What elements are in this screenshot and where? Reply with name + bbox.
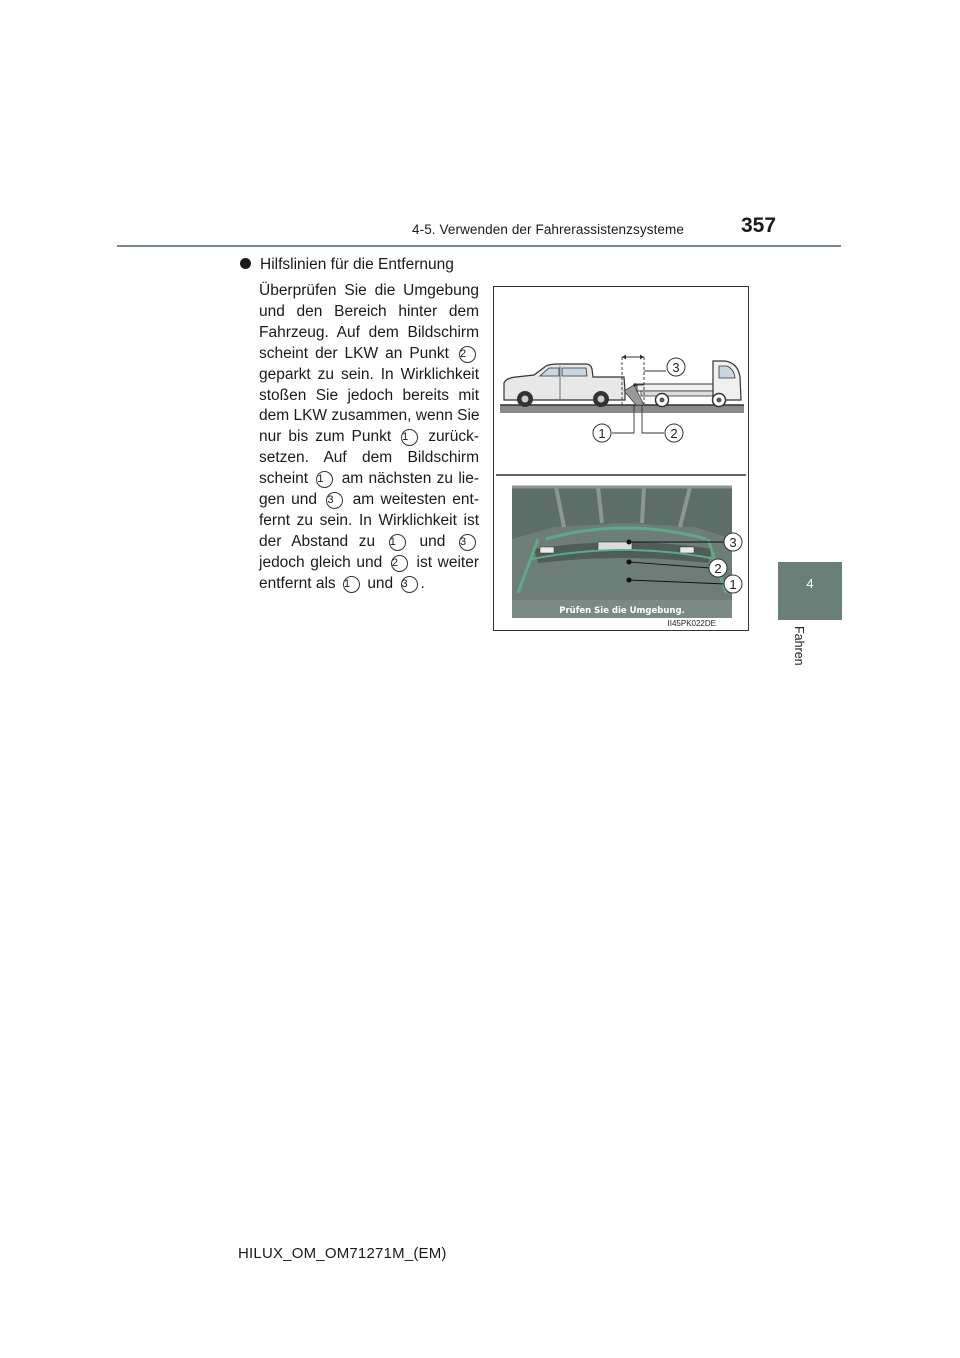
callout-2-label: 2 xyxy=(670,426,678,441)
document-id: HILUX_OM_OM71271M_(EM) xyxy=(238,1245,447,1262)
body-line xyxy=(259,344,479,365)
body-line: fernt zu sein. In Wirklichkeit ist xyxy=(259,511,479,529)
body-line xyxy=(259,469,479,490)
callout-3-label: 3 xyxy=(729,535,737,550)
bullet-dot-icon xyxy=(240,258,251,269)
pickup-truck-icon xyxy=(504,364,625,407)
body-text: gen und xyxy=(259,491,318,509)
callout-2-label: 2 xyxy=(714,561,722,576)
body-text: scheint xyxy=(259,470,309,488)
marker-1-icon: 1 xyxy=(316,471,333,488)
marker-3-icon: 3 xyxy=(326,492,343,509)
body-line: Überprüfen Sie die Umgebung xyxy=(259,282,479,299)
callout-2-icon xyxy=(665,424,683,442)
marker-2-icon: 2 xyxy=(459,346,476,363)
body-line: dem LKW zusammen, wenn Sie xyxy=(259,407,480,425)
chapter-number: 4 xyxy=(806,576,814,591)
body-text: der Abstand zu xyxy=(259,532,376,550)
body-text: ist weiter xyxy=(416,553,479,571)
marker-1-icon: 1 xyxy=(401,429,418,446)
camera-view-screen xyxy=(512,487,732,618)
callout-3-icon xyxy=(667,358,685,376)
body-line: und den Bereich hinter dem xyxy=(259,302,479,320)
section-title: 4-5. Verwenden der Fahrerassistenzsysteme xyxy=(412,222,684,237)
header-divider xyxy=(117,245,841,247)
body-text: entfernt als xyxy=(259,574,336,592)
body-line xyxy=(259,532,479,553)
body-paragraph xyxy=(259,281,479,595)
marker-1-icon: 1 xyxy=(343,576,360,593)
callout-3-icon xyxy=(724,533,742,551)
bullet-heading-text: Hilfslinien für die Entfernung xyxy=(260,256,454,273)
callout-1-label: 1 xyxy=(598,426,606,441)
body-text: scheint der LKW an Punkt xyxy=(259,344,449,362)
body-text: und xyxy=(419,532,446,550)
callout-3-label: 3 xyxy=(672,360,680,375)
body-text: . xyxy=(420,574,425,592)
marker-3-icon: 3 xyxy=(401,576,418,593)
body-line xyxy=(259,490,479,511)
parking-guide-illustration xyxy=(494,287,748,630)
image-code: II45PK022DE xyxy=(667,619,716,628)
callout-2-icon xyxy=(709,559,727,577)
marker-1-icon: 1 xyxy=(389,534,406,551)
body-line: geparkt zu sein. In Wirklichkeit xyxy=(259,365,479,383)
body-text: am nächsten zu lie- xyxy=(341,470,479,488)
camera-message: Prüfen Sie die Umgebung. xyxy=(559,606,685,616)
chapter-tab xyxy=(778,562,842,620)
page-number: 357 xyxy=(741,214,777,237)
body-line: setzen. Auf dem Bildschirm xyxy=(259,449,479,467)
body-line xyxy=(259,427,479,448)
chapter-label-box xyxy=(780,624,840,684)
body-text: jedoch gleich und xyxy=(259,553,383,571)
marker-2-icon: 2 xyxy=(391,555,408,572)
body-line: stoßen Sie jedoch bereits mit xyxy=(259,386,479,404)
body-line xyxy=(259,553,479,574)
callout-1-label: 1 xyxy=(729,577,737,592)
body-text: am weitesten ent- xyxy=(352,491,479,509)
callout-1-icon xyxy=(593,424,611,442)
chapter-label: Fahren xyxy=(792,626,806,666)
side-view-scene xyxy=(500,355,744,443)
body-line: Fahrzeug. Auf dem Bildschirm xyxy=(259,323,479,341)
illustration-frame xyxy=(493,286,749,631)
body-text: zurück- xyxy=(428,428,480,446)
body-line xyxy=(259,574,479,595)
body-text: und xyxy=(367,574,394,592)
callout-1-icon xyxy=(724,575,742,593)
ground-hatch xyxy=(500,405,744,413)
body-text: nur bis zum Punkt xyxy=(259,428,392,446)
bullet-heading xyxy=(240,256,454,274)
flatbed-truck-icon xyxy=(637,361,741,407)
marker-3-icon: 3 xyxy=(459,534,476,551)
